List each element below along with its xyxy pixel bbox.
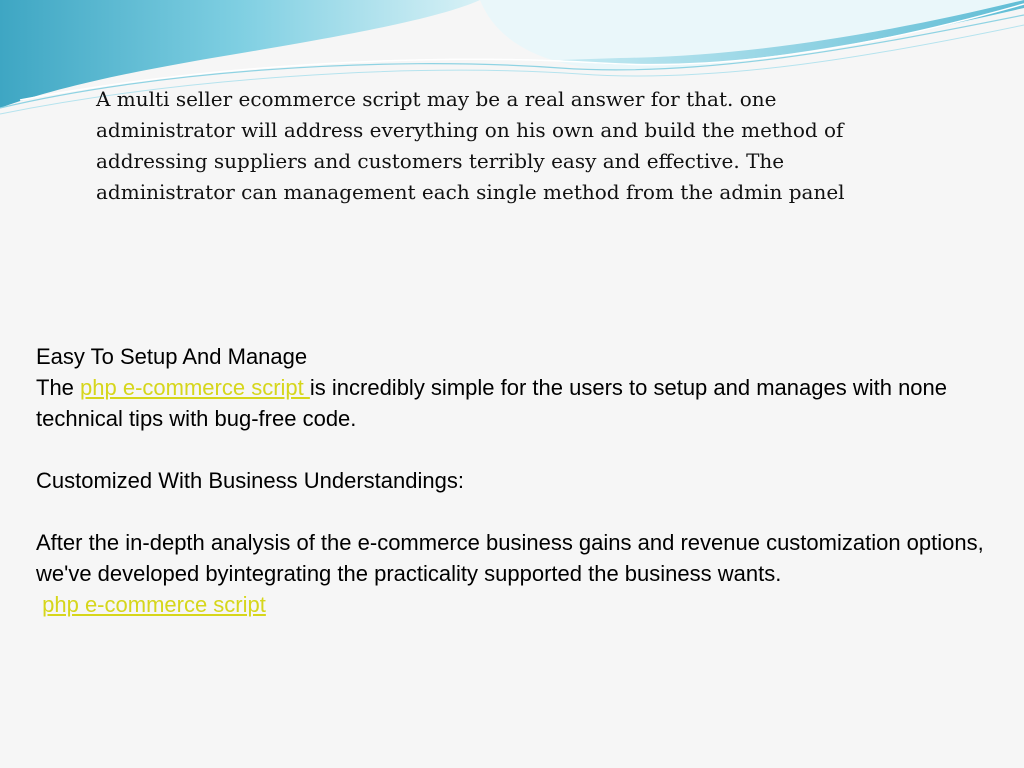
- spacer: [36, 434, 1011, 465]
- section-text-analysis: After the in-depth analysis of the e-commerce business gains and revenue customization options, we've developed byintegrating the practicality supported the business wants.: [36, 530, 984, 586]
- section-text-setup: [36, 372, 1011, 434]
- footer-link-row: [36, 589, 1011, 620]
- section-heading-customized: Customized With Business Understandings:: [36, 468, 464, 493]
- text-before-link: The: [36, 375, 81, 400]
- content-body: [36, 341, 1011, 620]
- php-ecommerce-script-link[interactable]: php e-commerce script: [80, 375, 310, 400]
- spacer: [36, 496, 1011, 527]
- intro-paragraph: A multi seller ecommerce script may be a real answer for that. one administrator will address everything on his own and build the method of addressing suppliers and customers terribly easy and effective. The administrator can management each single method from the admin panel: [96, 87, 845, 204]
- footer-php-ecommerce-script-link[interactable]: php e-commerce script: [42, 592, 266, 617]
- section-heading-setup: Easy To Setup And Manage: [36, 344, 308, 369]
- text-after-link: is incredibly simple for the users to setup and manages with none technical tips with bug-free code.: [36, 375, 948, 431]
